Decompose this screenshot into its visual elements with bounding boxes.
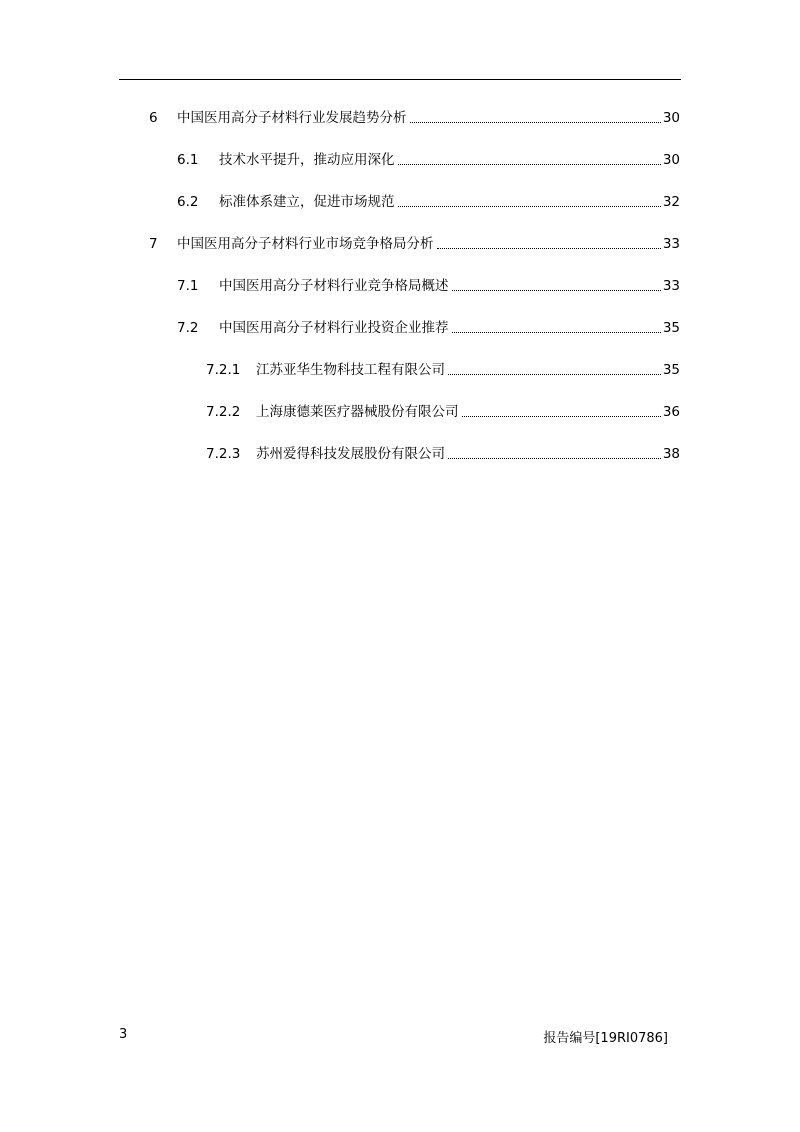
toc-entry-number: 6.2	[177, 194, 199, 210]
toc-entry-title: 苏州爱得科技发展股份有限公司	[256, 446, 445, 462]
toc-entry[interactable]	[206, 359, 680, 381]
toc-entry-page: 35	[662, 320, 680, 336]
toc-entry[interactable]	[149, 107, 680, 129]
toc-entry-number: 6.1	[177, 152, 199, 168]
toc-entry-page: 30	[662, 110, 680, 126]
toc-entry-title: 技术水平提升，推动应用深化	[219, 152, 395, 168]
toc-entry-page: 36	[662, 404, 680, 420]
toc-leader-dots	[462, 416, 661, 417]
toc-entry-number: 7.2.1	[206, 362, 241, 378]
toc-entry-number: 7.2.3	[206, 446, 241, 462]
toc-entry[interactable]	[149, 233, 680, 255]
footer-report-number: 报告编号[19RI0786]	[543, 1031, 668, 1046]
toc-entry-page: 32	[662, 194, 680, 210]
footer-page-number: 3	[119, 1027, 128, 1042]
toc-leader-dots	[410, 122, 661, 123]
toc-entry[interactable]	[206, 401, 680, 423]
toc-leader-dots	[452, 290, 661, 291]
toc-entry[interactable]	[206, 443, 680, 465]
toc-leader-dots	[448, 374, 661, 375]
toc-leader-dots	[437, 248, 661, 249]
toc-entry-number: 7.2	[177, 320, 199, 336]
toc-entry-page: 33	[662, 278, 680, 294]
toc-entry[interactable]	[177, 149, 680, 171]
toc-entry-page: 35	[662, 362, 680, 378]
toc-leader-dots	[448, 458, 661, 459]
toc-entry-title: 中国医用高分子材料行业市场竞争格局分析	[177, 236, 434, 252]
toc-leader-dots	[398, 206, 661, 207]
toc-entry-number: 7	[149, 236, 158, 252]
toc-entry-title: 标准体系建立，促进市场规范	[219, 194, 395, 210]
toc-entry-title: 中国医用高分子材料行业投资企业推荐	[219, 320, 449, 336]
toc-entry-title: 江苏亚华生物科技工程有限公司	[256, 362, 445, 378]
toc-entry[interactable]	[177, 317, 680, 339]
toc-entry-title: 中国医用高分子材料行业竞争格局概述	[219, 278, 449, 294]
toc-entry-number: 6	[149, 110, 158, 126]
toc-entry-title: 上海康德莱医疗器械股份有限公司	[256, 404, 459, 420]
toc-entry-page: 33	[662, 236, 680, 252]
toc-leader-dots	[398, 164, 661, 165]
toc-entry-number: 7.2.2	[206, 404, 241, 420]
toc-entry-page: 30	[662, 152, 680, 168]
toc-entry-page: 38	[662, 446, 680, 462]
toc-entry-title: 中国医用高分子材料行业发展趋势分析	[177, 110, 407, 126]
header-rule	[119, 79, 681, 80]
toc-entry[interactable]	[177, 191, 680, 213]
toc-leader-dots	[452, 332, 661, 333]
toc-entry-number: 7.1	[177, 278, 199, 294]
toc-entry[interactable]	[177, 275, 680, 297]
